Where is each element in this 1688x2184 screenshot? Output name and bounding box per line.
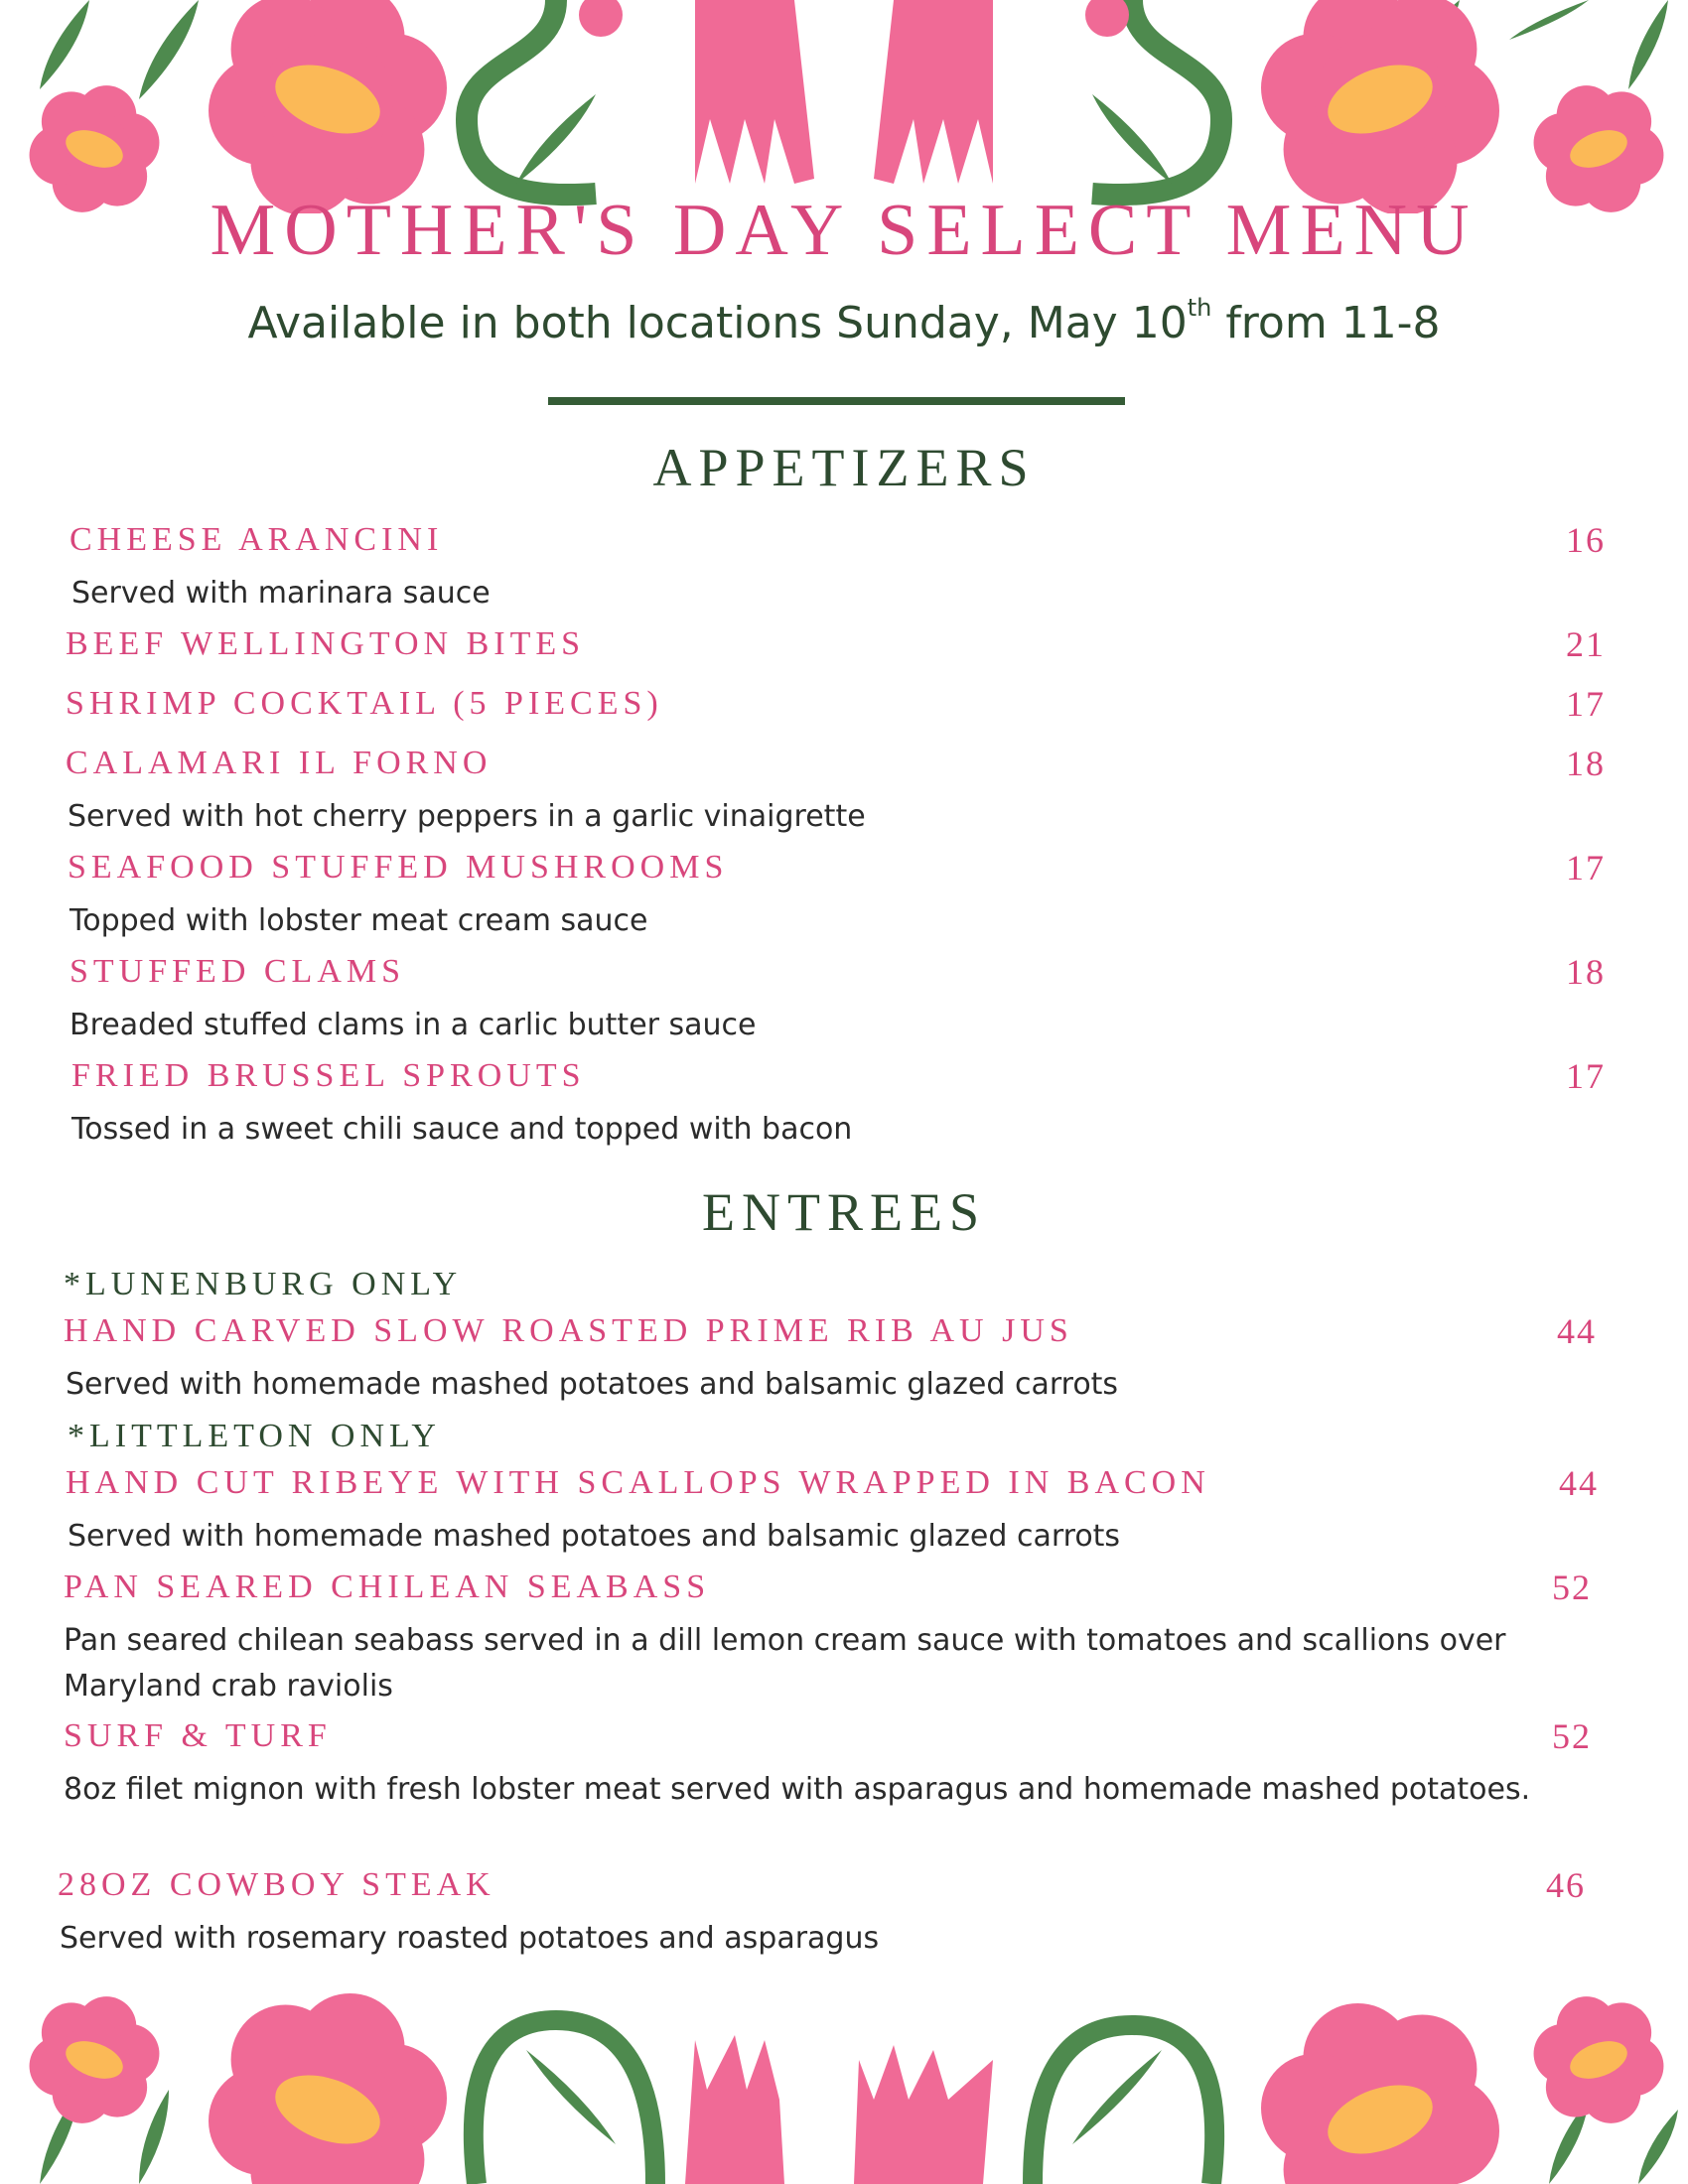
item-name: FRIED BRUSSEL SPROUTS: [71, 1057, 586, 1094]
section-heading-entrees: ENTREES: [702, 1182, 986, 1242]
item-name: SURF & TURF: [64, 1717, 332, 1754]
item-price: 18: [1566, 952, 1606, 992]
item-price: 52: [1552, 1716, 1592, 1756]
item-name: HAND CARVED SLOW ROASTED PRIME RIB AU JUS: [64, 1312, 1073, 1349]
leaf: [526, 2050, 616, 2144]
divider: [548, 397, 1125, 405]
item-name: CALAMARI IL FORNO: [66, 745, 492, 781]
floral-header-decoration: [0, 0, 1688, 213]
leaf: [40, 0, 89, 89]
vine: [474, 2020, 655, 2184]
leaf: [139, 0, 199, 99]
location-note: *LUNENBURG ONLY: [64, 1266, 463, 1302]
menu-subtitle: [0, 294, 1688, 348]
menu-title: MOTHER'S DAY SELECT MENU: [210, 190, 1478, 271]
leaf: [1092, 94, 1172, 184]
item-desc: Tossed in a sweet chili sauce and topped with bacon: [71, 1112, 853, 1147]
item-desc: Served with homemade mashed potatoes and balsamic glazed carrots: [66, 1367, 1119, 1402]
item-price: 17: [1566, 1056, 1606, 1096]
bud: [579, 0, 623, 37]
leaf: [139, 2090, 169, 2184]
item-desc: Served with rosemary roasted potatoes and asparagus: [60, 1921, 880, 1956]
item-price: 46: [1546, 1865, 1586, 1905]
bud: [1085, 0, 1129, 37]
section-heading-appetizers: APPETIZERS: [652, 438, 1036, 497]
item-price: 18: [1566, 744, 1606, 783]
item-name: PAN SEARED CHILEAN SEABASS: [64, 1569, 711, 1605]
pink-hand: [695, 0, 814, 184]
item-desc: Topped with lobster meat cream sauce: [70, 903, 648, 938]
pink-hand: [874, 0, 993, 184]
item-price: 17: [1566, 684, 1606, 724]
item-desc: Pan seared chilean seabass served in a dill lemon cream sauce with tomatoes and scallions over Maryland crab raviolis: [64, 1623, 1506, 1704]
leaf: [516, 94, 596, 184]
subtitle-sup: th: [1187, 294, 1212, 322]
subtitle-text: Available in both locations Sunday, May 10: [247, 298, 1188, 348]
leaf: [1509, 0, 1589, 40]
item-desc: Served with hot cherry peppers in a garlic vinaigrette: [68, 799, 866, 834]
item-desc: Served with homemade mashed potatoes and balsamic glazed carrots: [68, 1519, 1121, 1554]
item-desc: Breaded stuffed clams in a carlic butter sauce: [70, 1008, 757, 1042]
item-price: 17: [1566, 848, 1606, 887]
item-name: HAND CUT RIBEYE WITH SCALLOPS WRAPPED IN BACON: [66, 1464, 1210, 1501]
location-note: *LITTLETON ONLY: [68, 1418, 441, 1454]
leaf: [1628, 0, 1668, 89]
leaf: [1072, 2050, 1162, 2144]
item-price: 16: [1566, 520, 1606, 560]
vine: [1033, 2025, 1214, 2184]
item-name: SEAFOOD STUFFED MUSHROOMS: [68, 849, 729, 886]
item-price: 44: [1559, 1463, 1599, 1503]
item-name: SHRIMP COCKTAIL (5 PIECES): [66, 685, 663, 722]
item-price: 44: [1557, 1311, 1597, 1351]
item-price: 21: [1566, 624, 1606, 664]
item-name: STUFFED CLAMS: [70, 953, 406, 990]
item-desc: 8oz filet mignon with fresh lobster meat served with asparagus and homemade mashed potatoes.: [64, 1772, 1531, 1807]
floral-footer-decoration: [0, 1980, 1688, 2184]
pink-hand: [854, 2045, 993, 2184]
item-name: CHEESE ARANCINI: [70, 521, 444, 558]
item-price: 52: [1552, 1568, 1592, 1607]
item-name: 28OZ COWBOY STEAK: [58, 1866, 495, 1903]
pink-hand: [685, 2035, 784, 2184]
leaf: [1638, 2110, 1678, 2184]
subtitle-tail: from 11-8: [1211, 298, 1441, 348]
item-desc: Served with marinara sauce: [71, 576, 491, 611]
item-name: BEEF WELLINGTON BITES: [66, 625, 586, 662]
